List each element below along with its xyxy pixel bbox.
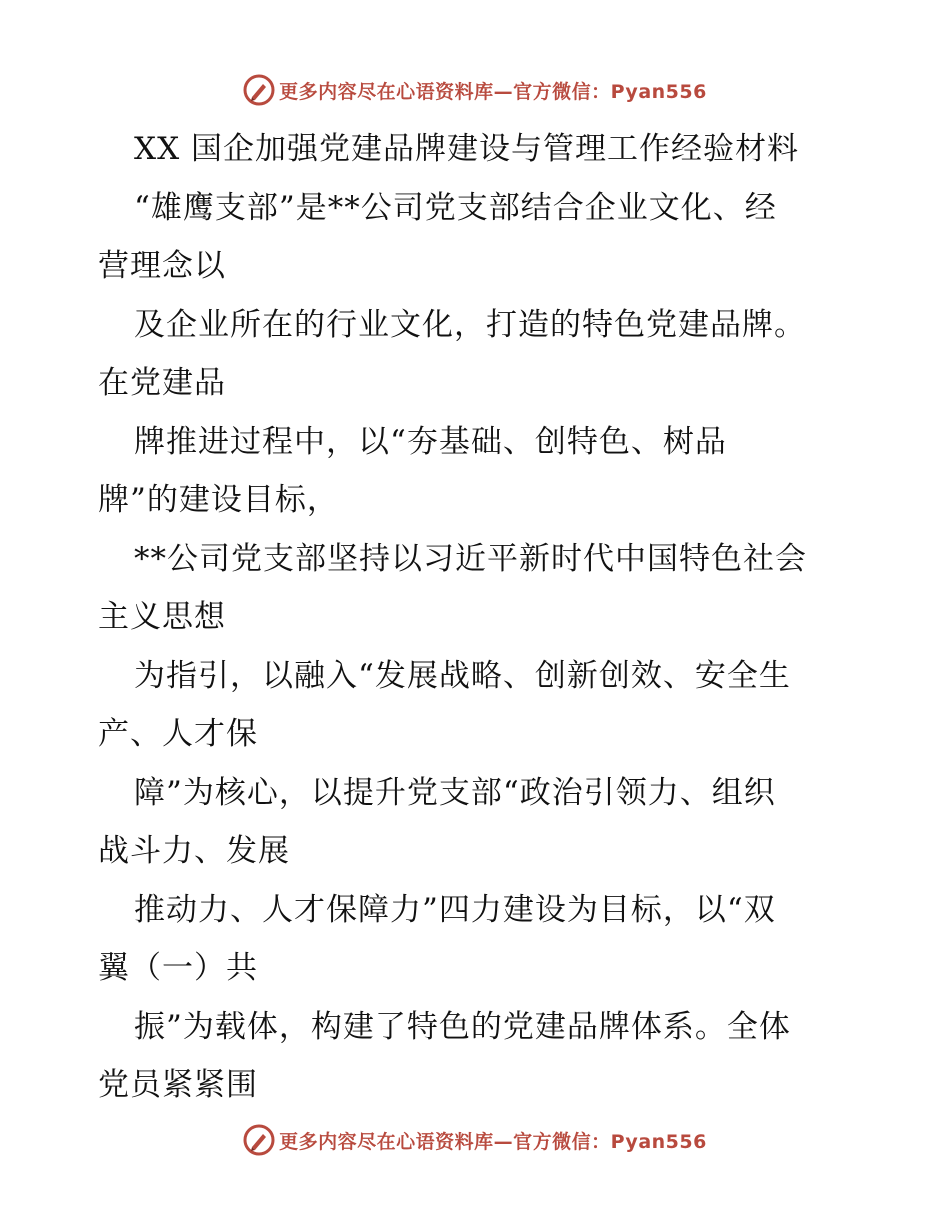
paragraph-line: 主义思想 bbox=[98, 599, 226, 635]
paragraph-line: 牌推进过程中，以“夯基础、创特色、树品 bbox=[134, 423, 727, 460]
pen-logo-icon bbox=[243, 1124, 275, 1156]
document-body bbox=[98, 120, 858, 1115]
paragraph-line: 战斗力、发展 bbox=[98, 833, 290, 869]
paragraph-line: 营理念以 bbox=[98, 248, 226, 284]
paragraph-line: 推动力、人才保障力”四力建设为目标，以“双 bbox=[134, 891, 776, 928]
paragraph-line: 翼（一）共 bbox=[98, 950, 258, 986]
footer-banner-text: 更多内容尽在心语资料库—官方微信：Pyan556 bbox=[279, 1130, 707, 1153]
header-banner bbox=[0, 70, 950, 110]
document-title: XX 国企加强党建品牌建设与管理工作经验材料 bbox=[134, 131, 799, 167]
paragraph-line: 党员紧紧围 bbox=[98, 1067, 258, 1103]
paragraph-line: 牌”的建设目标， bbox=[98, 482, 339, 518]
paragraph-line: 产、人才保 bbox=[98, 716, 258, 752]
footer-banner bbox=[0, 1120, 950, 1160]
paragraph-line: 振”为载体，构建了特色的党建品牌体系。全体 bbox=[134, 1008, 791, 1045]
header-banner-text: 更多内容尽在心语资料库—官方微信：Pyan556 bbox=[279, 80, 707, 103]
pen-logo-icon bbox=[243, 74, 275, 106]
paragraph-line: 及企业所在的行业文化，打造的特色党建品牌。 bbox=[134, 306, 806, 343]
paragraph-line: 障”为核心，以提升党支部“政治引领力、组织 bbox=[134, 774, 776, 811]
paragraph-line: 在党建品 bbox=[98, 365, 226, 401]
paragraph-line: **公司党支部坚持以习近平新时代中国特色社会 bbox=[134, 540, 807, 577]
paragraph-line: “雄鹰支部”是**公司党支部结合企业文化、经 bbox=[134, 189, 777, 226]
paragraph-line: 为指引，以融入“发展战略、创新创效、安全生 bbox=[134, 657, 791, 694]
